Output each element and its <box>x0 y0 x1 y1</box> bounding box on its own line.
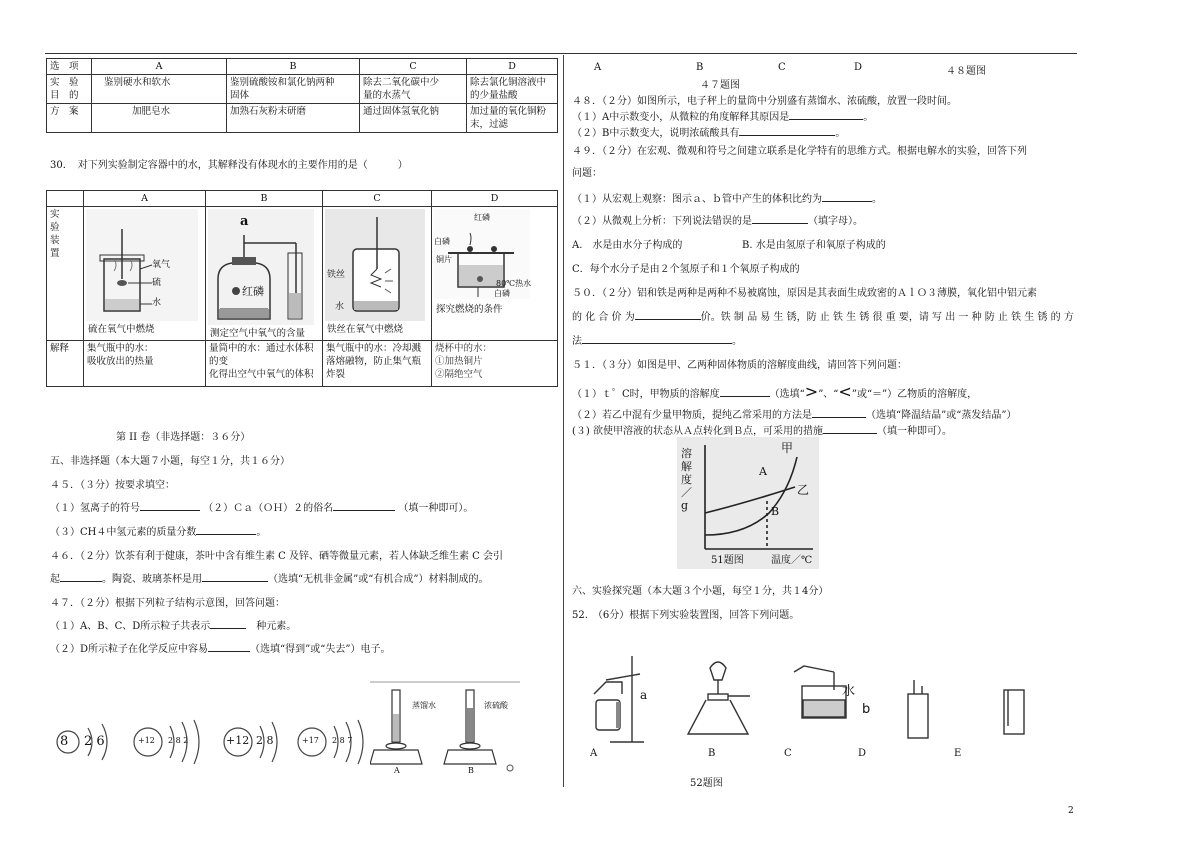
fig-label-c: C <box>778 62 786 73</box>
table-header-cell: C <box>323 191 432 207</box>
question-51-3: (３) 欲使甲溶液的状态从Ａ点转化到Ｂ点，可采用的措施 （填一种即可）。 <box>572 426 952 437</box>
answer-blank[interactable] <box>720 396 770 397</box>
question-47-2: （２）D所示粒子在化学反应中容易 （选填“得到”或“失去”）电子。 <box>50 644 391 655</box>
answer-blank[interactable] <box>333 510 395 511</box>
atom-b-shells: 2 8 2 <box>168 736 189 745</box>
solubility-graph-51 <box>677 437 819 569</box>
caption-d: 探究燃烧的条件 <box>436 304 503 315</box>
caption-c: 铁丝在氧气中燃烧 <box>327 324 404 335</box>
table-header-cell: A <box>92 59 227 75</box>
label-water: 水 <box>335 302 345 312</box>
table-cell: 除去二氧化碳中少 量的水蒸气 <box>360 75 467 104</box>
option-49-b: B. 水是由氢原子和氧原子构成的 <box>742 240 886 251</box>
table-cell: 加熟石灰粉末研磨 <box>227 104 360 133</box>
question-49-line2: 问题： <box>572 168 602 179</box>
row-label-explain: 解释 <box>47 341 84 387</box>
label-sulfur: 硫 <box>152 278 162 288</box>
answer-blank[interactable] <box>739 135 835 136</box>
apparatus-label-b: B <box>708 748 716 759</box>
section-6-title: 六、实验探究题（本大题３个小题，每空１分，共１4分） <box>572 586 829 597</box>
apparatus-a-cell <box>84 207 206 341</box>
atom-structure-diagrams <box>48 712 378 772</box>
table-cell: 加过量的氧化铜粉 末，过滤 <box>467 104 558 133</box>
question-47: ４７．（２分）根据下列粒子结构示意图，回答问题： <box>50 598 285 609</box>
table-q30 <box>46 190 558 387</box>
apparatus-b-figure <box>208 209 314 325</box>
question-49-2: （２）从微观上分析：下列说法错误的是 （填字母）。 <box>572 216 863 227</box>
question-50-line2: 的 化 合 价 为 价。铁 制 品 易 生 锈，防 止 铁 生 锈 很 重 要，请 写 出 一 种 防 止 铁 生 锈 的 方 <box>572 312 1074 323</box>
page-number: 2 <box>1068 806 1074 816</box>
figure-52-apparatus <box>580 650 1040 746</box>
question-45-1: （１）氢离子的符号 （２）Ｃａ（ＯＨ）２的俗名 （填一种即可）。 <box>50 503 474 514</box>
curve-label-jia: 甲 <box>781 441 794 455</box>
atom-b-core: +12 <box>138 736 155 745</box>
top-rule <box>45 53 1077 54</box>
question-46-line2: 起 。陶瓷、玻璃茶杯是用 （选填“无机非金属”或“有机合成”）材料制成的。 <box>50 574 489 585</box>
question-45-3: （３）CH４中氢元素的质量分数 。 <box>50 527 267 538</box>
table-q29 <box>46 58 558 133</box>
answer-blank[interactable] <box>823 433 877 434</box>
table-header-cell: A <box>84 191 206 207</box>
question-46-line1: ４６．（２分）饮茶有利于健康，茶叶中含有维生素 C 及锌、硒等微量元素，若人体缺乏维生素 C 会引 <box>50 551 504 562</box>
answer-blank[interactable] <box>635 319 701 320</box>
fig-label-d: D <box>854 62 863 73</box>
label-white-phosphorus: 白磷 <box>434 237 450 246</box>
label-scale-a: A <box>394 766 400 775</box>
table-header-cell: C <box>360 59 467 75</box>
apparatus-c-cell <box>323 207 432 341</box>
label-red-phosphorus: 红磷 <box>474 213 490 222</box>
label-hot-water: 80℃热水 <box>496 279 532 288</box>
explain-d: 烧杯中的水： ①加热铜片 ②隔绝空气 <box>432 341 558 387</box>
figure-52-caption: 52题图 <box>690 778 723 789</box>
label-copper-sheet: 铜片 <box>436 255 452 264</box>
question-50-line1: ５０．（２分）铝和铁是两种是两种不易被腐蚀，原因是其表面生成致密的ＡｌＯ３薄膜，氧化铝中铝元素 <box>572 288 1037 299</box>
question-51-1: （１）ｔ゜C时，甲物质的溶解度 （选填“>”、“<”或“＝”）乙物质的溶解度， <box>572 382 978 401</box>
row-label-setup: 实 验 装 置 <box>47 207 84 341</box>
answer-blank[interactable] <box>789 119 863 120</box>
table-corner <box>47 191 84 207</box>
label-b-52: b <box>862 702 871 717</box>
table-header-cell: D <box>432 191 558 207</box>
label-conc-sulfuric-acid: 浓硫酸 <box>484 701 508 710</box>
fig-47-caption: ４７题图 <box>700 80 740 91</box>
atom-a-shells: 2 6 <box>84 734 105 749</box>
table-cell: 加肥皂水 <box>92 104 227 133</box>
question-52: 52. （6分）根据下列实验装置图，回答下列问题。 <box>572 610 800 621</box>
question-50-line3: 法 。 <box>572 336 742 347</box>
atom-c-core: +12 <box>226 734 250 747</box>
answer-blank[interactable] <box>822 201 872 202</box>
atom-c-shells: 2 8 <box>256 734 274 747</box>
apparatus-d-cell <box>432 207 558 341</box>
table-header-cell: B <box>206 191 323 207</box>
label-a-52: a <box>640 688 648 702</box>
question-47-1: （１）A、B、C、D所示粒子共表示 种元素。 <box>50 621 297 632</box>
atom-d-shells: 2 8 7 <box>332 736 353 745</box>
table-header-cell: 选 项 <box>47 59 92 75</box>
option-49-a: A. 水是由水分子构成的 <box>572 240 683 251</box>
label-red-phosphorus: 红磷 <box>242 285 264 298</box>
point-a: A <box>759 465 767 478</box>
explain-a: 集气瓶中的水： 吸收放出的热量 <box>84 341 206 387</box>
explain-c: 集气瓶中的水：冷却溅 落熔融物，防止集气瓶 炸裂 <box>323 341 432 387</box>
graph-ylabel: 溶解度／g <box>681 447 692 512</box>
curve-label-yi: 乙 <box>797 483 810 497</box>
apparatus-a-figure <box>86 209 198 321</box>
label-white-phosphorus-2: 白磷 <box>494 289 510 298</box>
answer-blank[interactable] <box>210 628 246 629</box>
atom-a-core: 8 <box>60 734 69 749</box>
answer-blank[interactable] <box>196 534 256 535</box>
question-48: ４８．（２分）如图所示，电子秤上的量筒中分别盛有蒸馏水、浓硫酸，放置一段时间。 <box>572 96 957 107</box>
table-cell: 实 验 目 的 <box>47 75 92 104</box>
question-48-1: （１）A中示数变小，从微粒的角度解释其原因是 。 <box>572 112 874 123</box>
apparatus-label-c: C <box>784 748 792 759</box>
explain-b: 量筒中的水：通过水体积的变 化得出空气中氧气的体积 <box>206 341 323 387</box>
answer-blank[interactable] <box>812 417 866 418</box>
answer-blank[interactable] <box>752 223 808 224</box>
apparatus-label-e: E <box>954 748 962 759</box>
label-oxygen: 氧气 <box>152 260 171 270</box>
question-48-2: （２）B中示数变大，说明浓硫酸具有 。 <box>572 128 846 139</box>
table-header-cell: B <box>227 59 360 75</box>
table-cell: 除去氯化铜溶液中 的少量盐酸 <box>467 75 558 104</box>
fig-48-caption: ４８题图 <box>946 66 986 77</box>
answer-blank[interactable] <box>202 581 268 582</box>
caption-b: 测定空气中氧气的含量 <box>210 328 306 339</box>
figure-48-scales <box>370 680 520 776</box>
fig-label-b: B <box>696 62 704 73</box>
label-water-52: 水 <box>842 684 856 699</box>
table-cell: 鉴别硬水和软水 <box>92 75 227 104</box>
apparatus-label-a: A <box>590 748 598 759</box>
answer-blank[interactable] <box>140 510 200 511</box>
answer-blank[interactable] <box>60 581 102 582</box>
graph-caption: 51题图 <box>711 555 744 566</box>
fig-label-a: A <box>594 62 602 73</box>
question-49-1: （１）从宏观上观察：图示ａ、ｂ管中产生的体积比约为 。 <box>572 194 882 205</box>
label-a: a <box>240 214 249 229</box>
question-51: ５１．（３分）如图是甲、乙两种固体物质的溶解度曲线，请回答下列问题： <box>572 360 907 371</box>
section-2-title: 第 II 卷（非选择题：３６分） <box>116 432 251 443</box>
label-iron-wire: 铁丝 <box>327 270 346 280</box>
label-scale-b: B <box>468 766 474 775</box>
point-b: B <box>771 505 780 518</box>
table-cell: 鉴别硫酸铵和氯化钠两种 固体 <box>227 75 360 104</box>
table-cell: 方 案 <box>47 104 92 133</box>
table-cell: 通过固体氢氧化钠 <box>360 104 467 133</box>
apparatus-label-d: D <box>858 748 867 759</box>
apparatus-b-cell <box>206 207 323 341</box>
atom-d-core: +17 <box>302 736 319 745</box>
question-49-line1: ４９．（２分）在宏观、微观和符号之间建立联系是化学特有的思维方式。根据电解水的实验，回答下列 <box>572 146 1027 157</box>
answer-blank[interactable] <box>582 343 732 344</box>
label-distilled-water: 蒸馏水 <box>412 701 436 710</box>
caption-a: 硫在氧气中燃烧 <box>88 324 155 335</box>
answer-blank[interactable] <box>208 651 250 652</box>
question-30: 30． 对下列实验制定容器中的水，其解释没有体现水的主要作用的是（ ） <box>50 160 408 171</box>
graph-xlabel: 温度／℃ <box>771 555 813 566</box>
column-divider <box>563 55 564 787</box>
label-water: 水 <box>152 298 162 308</box>
question-45: ４５．（３分）按要求填空： <box>50 480 175 491</box>
option-49-c: C．每个水分子是由２个氢原子和１个氧原子构成的 <box>572 264 800 275</box>
section-5-title: 五、非选择题（本大题７小题，每空１分，共１６分） <box>50 456 290 467</box>
question-51-2: （２）若乙中混有少量甲物质，提纯乙常采用的方法是 （选填“降温结晶”或“蒸发结晶”） <box>572 410 1017 421</box>
table-header-cell: D <box>467 59 558 75</box>
